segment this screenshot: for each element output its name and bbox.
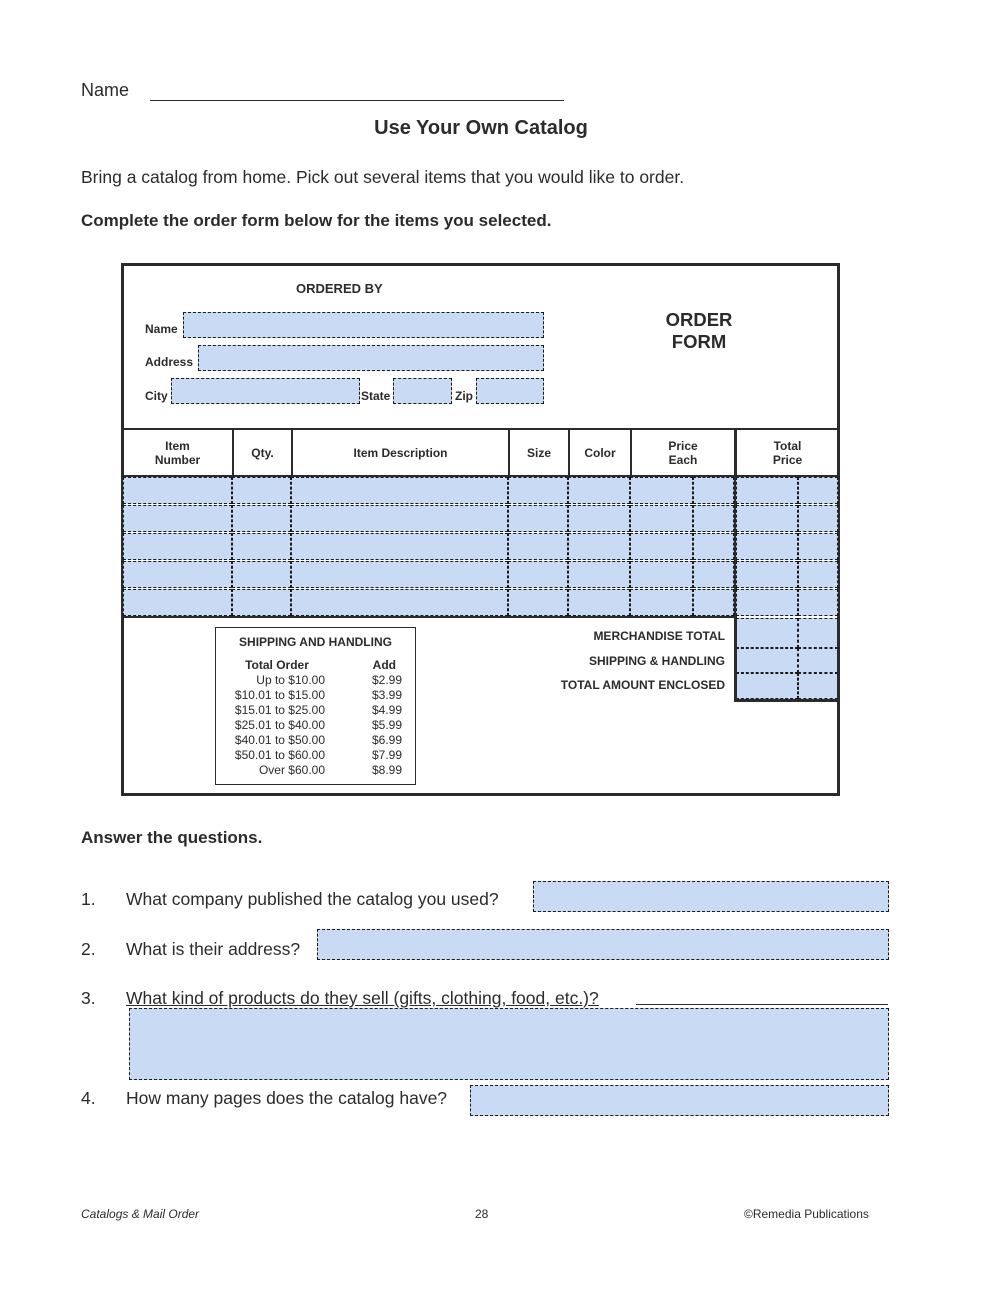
shipping-table-title: SHIPPING AND HANDLING xyxy=(239,635,392,649)
ordered-by-address-field[interactable] xyxy=(198,345,544,371)
ordered-by-state-field[interactable] xyxy=(393,378,452,404)
row-2-color-field[interactable] xyxy=(568,505,630,532)
shipping-range: $40.01 to $50.00 xyxy=(234,733,325,747)
shipping-add-amount: $4.99 xyxy=(371,703,402,717)
question-2-number: 2. xyxy=(81,939,96,959)
row-2-price-each-dollars-field[interactable] xyxy=(630,505,693,532)
instruction-text: Complete the order form below for the items you selected. xyxy=(81,211,552,230)
ordered-by-zip-field[interactable] xyxy=(476,378,544,404)
row-5-total-dollars-field[interactable] xyxy=(736,589,798,616)
shipping-add-amount: $2.99 xyxy=(371,673,402,687)
row-2-item-number-field[interactable] xyxy=(123,505,232,532)
merchandise-total-label: MERCHANDISE TOTAL xyxy=(593,629,725,643)
shipping-col-total-order: Total Order xyxy=(245,658,309,672)
page-title: Use Your Own Catalog xyxy=(374,117,588,139)
row-3-price-each-dollars-field[interactable] xyxy=(630,533,693,560)
question-2-text: What is their address? xyxy=(126,939,301,959)
row-5-item-number-field[interactable] xyxy=(123,589,232,616)
row-5-description-field[interactable] xyxy=(291,589,508,616)
row-2-price-each-cents-field[interactable] xyxy=(693,505,734,532)
question-4-text: How many pages does the catalog have? xyxy=(126,1088,448,1108)
row-3-color-field[interactable] xyxy=(568,533,630,560)
question-4-answer-field[interactable] xyxy=(470,1085,889,1116)
col-header-item-number: Item Number xyxy=(154,438,201,467)
question-3-number: 3. xyxy=(81,988,96,1008)
total-enclosed-label: TOTAL AMOUNT ENCLOSED xyxy=(560,678,725,692)
shipping-handling-label: SHIPPING & HANDLING xyxy=(588,654,725,668)
row-5-price-each-cents-field[interactable] xyxy=(693,589,734,616)
row-2-description-field[interactable] xyxy=(291,505,508,532)
intro-text: Bring a catalog from home. Pick out several items that you would like to order. xyxy=(81,167,685,187)
state-label: State xyxy=(361,389,391,403)
row-1-qty-field[interactable] xyxy=(232,477,291,504)
row-3-qty-field[interactable] xyxy=(232,533,291,560)
row-3-total-cents-field[interactable] xyxy=(798,533,838,560)
col-header-price-each: Price Each xyxy=(668,438,698,467)
row-3-description-field[interactable] xyxy=(291,533,508,560)
row-4-price-each-dollars-field[interactable] xyxy=(630,561,693,588)
totals-frame xyxy=(734,616,840,702)
shipping-col-add: Add xyxy=(372,658,396,672)
zip-label: Zip xyxy=(455,389,473,403)
row-3-size-field[interactable] xyxy=(508,533,568,560)
row-2-qty-field[interactable] xyxy=(232,505,291,532)
ordered-by-title: ORDERED BY xyxy=(296,281,383,296)
question-4-number: 4. xyxy=(81,1088,96,1108)
footer-page-number: 28 xyxy=(475,1207,489,1221)
row-4-total-dollars-field[interactable] xyxy=(736,561,798,588)
col-header-color: Color xyxy=(584,445,616,460)
student-name-line[interactable] xyxy=(150,100,564,101)
row-1-price-each-dollars-field[interactable] xyxy=(630,477,693,504)
row-2-total-cents-field[interactable] xyxy=(798,505,838,532)
row-4-price-each-cents-field[interactable] xyxy=(693,561,734,588)
shipping-range: $15.01 to $25.00 xyxy=(234,703,325,717)
col-header-total-price: Total Price xyxy=(772,438,803,467)
question-1-answer-field[interactable] xyxy=(533,881,889,912)
ordered-by-city-field[interactable] xyxy=(171,378,360,404)
row-5-qty-field[interactable] xyxy=(232,589,291,616)
col-header-description: Item Description xyxy=(353,445,448,460)
row-4-description-field[interactable] xyxy=(291,561,508,588)
shipping-range: Up to $10.00 xyxy=(256,673,325,687)
row-5-color-field[interactable] xyxy=(568,589,630,616)
shipping-range: $50.01 to $60.00 xyxy=(234,748,325,762)
footer-publisher: ©Remedia Publications xyxy=(744,1207,869,1221)
city-label: City xyxy=(145,389,168,403)
row-1-price-each-cents-field[interactable] xyxy=(693,477,734,504)
row-1-total-cents-field[interactable] xyxy=(798,477,838,504)
row-4-qty-field[interactable] xyxy=(232,561,291,588)
question-3-answer-line xyxy=(636,1004,888,1005)
row-1-color-field[interactable] xyxy=(568,477,630,504)
col-header-qty: Qty. xyxy=(251,445,274,460)
name-label: Name xyxy=(145,322,178,336)
shipping-range: Over $60.00 xyxy=(258,763,325,777)
footer-book-title: Catalogs & Mail Order xyxy=(81,1207,200,1221)
shipping-add-amount: $6.99 xyxy=(371,733,402,747)
col-header-size: Size xyxy=(526,445,551,460)
question-3-text: What kind of products do they sell (gifts, clothing, food, etc.)? xyxy=(126,988,599,1008)
row-2-total-dollars-field[interactable] xyxy=(736,505,798,532)
order-form-title-line2: FORM xyxy=(671,331,727,352)
student-name-label: Name xyxy=(81,80,130,100)
row-5-price-each-dollars-field[interactable] xyxy=(630,589,693,616)
row-5-total-cents-field[interactable] xyxy=(798,589,838,616)
ordered-by-name-field[interactable] xyxy=(183,312,544,338)
table-bottom-border xyxy=(121,616,736,618)
question-2-answer-field[interactable] xyxy=(317,929,889,960)
row-1-description-field[interactable] xyxy=(291,477,508,504)
shipping-range: $25.01 to $40.00 xyxy=(234,718,325,732)
row-3-price-each-cents-field[interactable] xyxy=(693,533,734,560)
row-1-item-number-field[interactable] xyxy=(123,477,232,504)
row-1-size-field[interactable] xyxy=(508,477,568,504)
row-4-size-field[interactable] xyxy=(508,561,568,588)
row-4-color-field[interactable] xyxy=(568,561,630,588)
shipping-add-amount: $8.99 xyxy=(371,763,402,777)
address-label: Address xyxy=(145,355,194,369)
row-3-item-number-field[interactable] xyxy=(123,533,232,560)
row-4-total-cents-field[interactable] xyxy=(798,561,838,588)
shipping-range: $10.01 to $15.00 xyxy=(234,688,325,702)
row-1-total-dollars-field[interactable] xyxy=(736,477,798,504)
shipping-add-amount: $3.99 xyxy=(371,688,402,702)
questions-title: Answer the questions. xyxy=(81,828,263,847)
question-1-number: 1. xyxy=(81,889,96,909)
row-5-size-field[interactable] xyxy=(508,589,568,616)
row-3-total-dollars-field[interactable] xyxy=(736,533,798,560)
order-form-title xyxy=(640,309,758,353)
shipping-add-amount: $7.99 xyxy=(371,748,402,762)
question-1-text: What company published the catalog you used? xyxy=(126,889,499,909)
question-3-answer-field[interactable] xyxy=(129,1008,889,1080)
row-4-item-number-field[interactable] xyxy=(123,561,232,588)
row-2-size-field[interactable] xyxy=(508,505,568,532)
order-form-title-line1: ORDER xyxy=(665,309,733,330)
shipping-add-amount: $5.99 xyxy=(371,718,402,732)
